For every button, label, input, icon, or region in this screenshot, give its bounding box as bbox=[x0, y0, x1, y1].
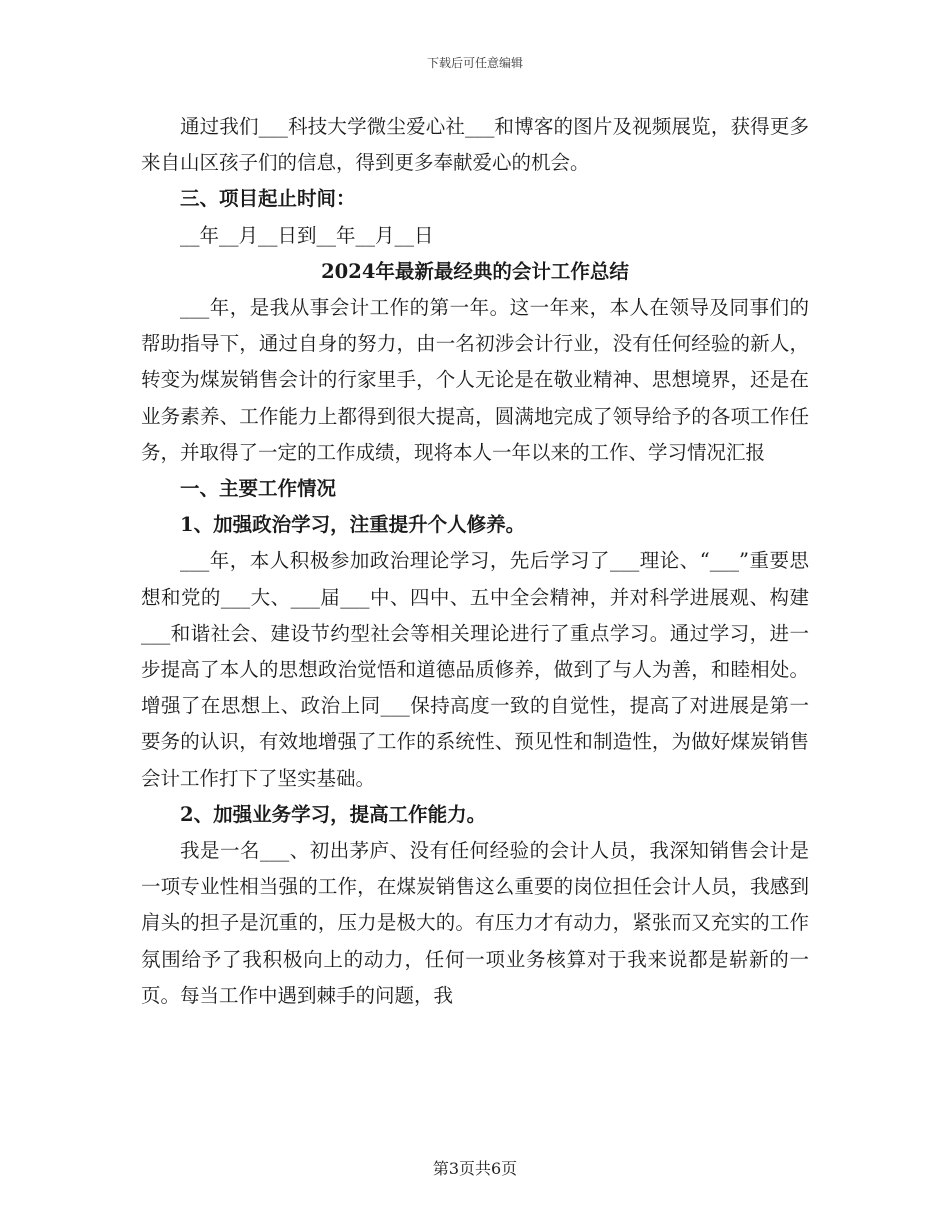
paragraph-political-study: ___年，本人积极参加政治理论学习，先后学习了___理论、“___”重要思想和党的___大、___届___中、四中、五中全会精神，并对科学进展观、构建___和谐社会、建设节约型社会等相关理论进行了重点学习。通过学习，进一步提高了本人的思想政治觉悟和道德品质修养，做到了与人为善，和睦相处。增强了在思想上、政治上同___保持高度一致的自觉性，提高了对进展是第一要务的认识，有效地增强了工作的系统性、预见性和制造性，为做好煤炭销售会计工作打下了坚实基础。 bbox=[141, 549, 809, 790]
paragraph-summary-intro: ___年，是我从事会计工作的第一年。这一年来，本人在领导及同事们的帮助指导下，通过自身的努力，由一名初涉会计行业，没有任何经验的新人，转变为煤炭销售会计的行家里手，个人无论是在敬业精神、思想境界，还是在业务素养、工作能力上都得到很大提高，圆满地完成了领导给予的各项工作任务，并取得了一定的工作成绩，现将本人一年以来的工作、学习情况汇报 bbox=[141, 296, 809, 464]
heading-business-study: 2、加强业务学习，提高工作能力。 bbox=[180, 802, 487, 826]
heading-project-time: 三、项目起止时间： bbox=[180, 187, 356, 211]
paragraph-date-range: __年__月__日到__年__月__日 bbox=[180, 223, 434, 247]
page-number: 第3页共6页 bbox=[432, 1159, 518, 1178]
header-note: 下载后可任意编辑 bbox=[426, 56, 523, 70]
paragraph-intro: 通过我们___科技大学微尘爱心社___和博客的图片及视频展览，获得更多来自山区孩子们的信息，得到更多奉献爱心的机会。 bbox=[141, 115, 809, 175]
heading-main-work: 一、主要工作情况 bbox=[180, 477, 337, 501]
document-title: 2024年最新最经典的会计工作总结 bbox=[321, 259, 629, 283]
heading-political-study: 1、加强政治学习，注重提升个人修养。 bbox=[180, 513, 526, 537]
document-body bbox=[141, 109, 809, 1014]
paragraph-business-study: 我是一名___、初出茅庐、没有任何经验的会计人员，我深知销售会计是一项专业性相当强的工作，在煤炭销售这么重要的岗位担任会计人员，我感到肩头的担子是沉重的，压力是极大的。有压力才有动力，紧张而又充实的工作氛围给予了我积极向上的动力，任何一项业务核算对于我来说都是崭新的一页。每当工作中遇到棘手的问题，我 bbox=[141, 839, 809, 1007]
